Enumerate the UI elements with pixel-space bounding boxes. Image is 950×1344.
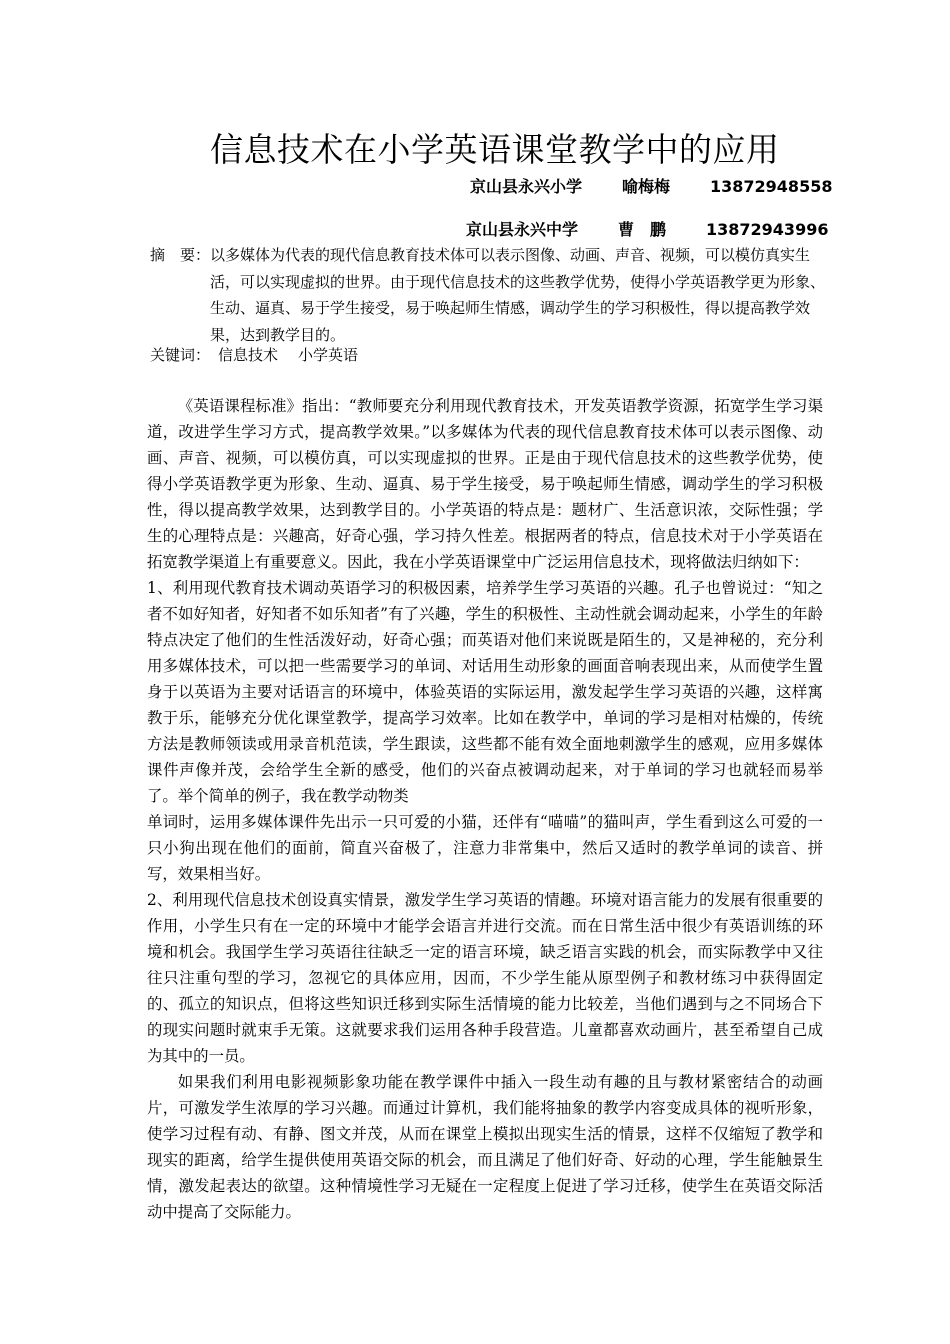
keyword-item: 信息技术 bbox=[218, 346, 279, 364]
author-line-1 bbox=[470, 176, 832, 198]
author-phone: 13872943996 bbox=[706, 220, 829, 239]
author-name: 喻梅梅 bbox=[622, 177, 671, 196]
document-title: 信息技术在小学英语课堂教学中的应用 bbox=[210, 130, 780, 169]
abstract bbox=[150, 242, 835, 344]
body-paragraph: 《英语课程标准》指出：“教师要充分利用现代教育技术，开发英语教学资源，拓宽学生学习渠道，改进学生学习方式，提高教学效果。”以多媒体为代表的现代信息教育技术体可以表示图像、动画、声音、视频，可以模仿真，可以实现虚拟的世界。正是由于现代信息技术的这些教学优势，使得小学英语教学更为形象、生动、逼真、易于学生接受，易于唤起师生情感，调动学生的学习积极性，得以提高教学效果，达到教学目的。小学英语的特点是：题材广、生活意识浓，交际性强；学生的心理特点是：兴趣高，好奇心强，学习持久性差。根据两者的特点，信息技术对于小学英语在拓宽教学渠道上有重要意义。因此，我在小学英语课堂中广泛运用信息技术，现将做法归纳如下： bbox=[147, 397, 823, 571]
author-school: 京山县永兴小学 bbox=[470, 177, 583, 196]
author-school: 京山县永兴中学 bbox=[466, 220, 579, 239]
body-paragraph: 2、利用现代信息技术创设真实情景，激发学生学习英语的情趣。环境对语言能力的发展有很重要的作用，小学生只有在一定的环境中才能学会语言并进行交流。而在日常生活中很少有英语训练的环境和机会。我国学生学习英语往往缺乏一定的语言环境，缺乏语言实践的机会，而实际教学中又往往只注重句型的学习，忽视它的具体应用，因而，不少学生能从原型例子和教材练习中获得固定的、孤立的知识点，但将这些知识迁移到实际生活情境的能力比较差，当他们遇到与之不同场合下的现实问题时就束手无策。这就要求我们运用各种手段营造。儿童都喜欢动画片，甚至希望自己成为其中的一员。 bbox=[147, 891, 823, 1065]
author-line-2 bbox=[466, 219, 828, 241]
keyword-item: 小学英语 bbox=[298, 346, 359, 364]
abstract-label: 摘 要： bbox=[150, 246, 211, 264]
body-paragraph: 1、利用现代教育技术调动英语学习的积极因素，培养学生学习英语的兴趣。孔子也曾说过：“知之者不如好知者，好知者不如乐知者”有了兴趣，学生的积极性、主动性就会调动起来，小学生的年龄特点决定了他们的生性活泼好动，好奇心强；而英语对他们来说既是陌生的，又是神秘的，充分利用多媒体技术，可以把一些需要学习的单词、对话用生动形象的画面音响表现出来，从而使学生置身于以英语为主要对话语言的环境中，体验英语的实际运用，激发起学生学习英语的兴趣，这样寓教于乐，能够充分优化课堂教学，提高学习效率。比如在教学中，单词的学习是相对枯燥的，传统方法是教师领读或用录音机范读，学生跟读，这些都不能有效全面地刺激学生的感观，应用多媒体课件声像并茂，会给学生全新的感受，他们的兴奋点被调动起来，对于单词的学习也就轻而易举了。举个简单的例子，我在教学动物类 bbox=[147, 579, 823, 805]
body-paragraph: 如果我们利用电影视频影象功能在教学课件中插入一段生动有趣的且与教材紧密结合的动画片，可激发学生浓厚的学习兴趣。而通过计算机，我们能将抽象的教学内容变成具体的视听形象，使学习过程有动、有静、图文并茂，从而在课堂上模拟出现实生活的情景，这样不仅缩短了教学和现实的距离，给学生提供使用英语交际的机会，而且满足了他们好奇、好动的心理，学生能触景生情，激发起表达的欲望。这种情境性学习无疑在一定程度上促进了学习迁移，使学生在英语交际活动中提高了交际能力。 bbox=[147, 1073, 823, 1221]
author-phone: 13872948558 bbox=[710, 177, 833, 196]
body-text bbox=[147, 393, 823, 1225]
body-paragraph: 单词时，运用多媒体课件先出示一只可爱的小猫，还伴有“喵喵”的猫叫声，学生看到这么可爱的一只小狗出现在他们的面前，简直兴奋极了，注意力非常集中，然后又适时的教学单词的读音、拼写，效果相当好。 bbox=[147, 813, 823, 883]
keywords-label: 关键词： bbox=[150, 346, 211, 364]
abstract-text: 以多媒体为代表的现代信息教育技术体可以表示图像、动画、声音、视频，可以模仿真实生活，可以实现虚拟的世界。由于现代信息技术的这些教学优势，使得小学英语教学更为形象、生动、逼真、易于学生接受，易于唤起师生情感，调动学生的学习积极性，得以提高教学效果，达到教学目的。 bbox=[210, 246, 826, 344]
author-name: 曹 鹏 bbox=[618, 220, 667, 239]
keywords bbox=[150, 344, 358, 366]
